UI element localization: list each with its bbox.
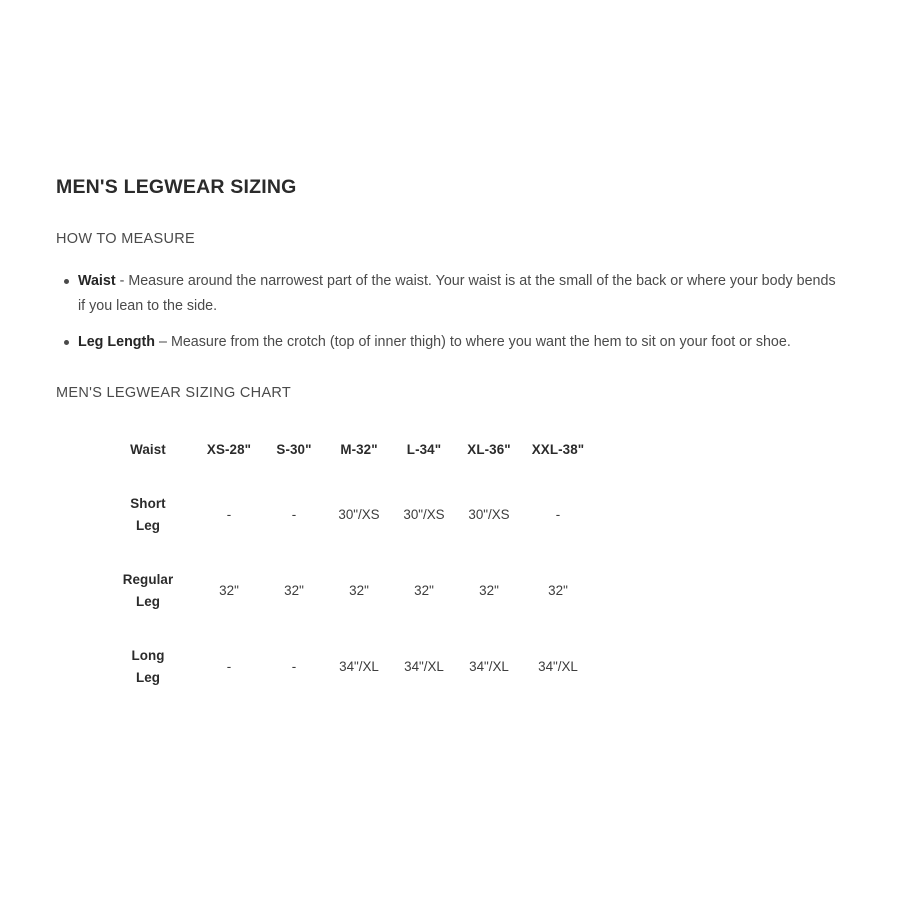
cell-short-m: 30"/XS xyxy=(338,507,380,522)
cell-regular-xxl: 32" xyxy=(548,583,568,598)
column-header-m: M-32" xyxy=(340,442,378,457)
sizing-chart-heading: MEN'S LEGWEAR SIZING CHART xyxy=(56,384,292,401)
row-header-regular-leg xyxy=(100,553,196,629)
cell-long-m: 34"/XL xyxy=(339,659,379,674)
cell-long-xs: - xyxy=(226,659,232,674)
row-header-long-leg xyxy=(100,629,196,705)
cell-regular-xl: 32" xyxy=(479,583,499,598)
table-row xyxy=(100,553,594,629)
measure-term: Waist xyxy=(78,273,116,289)
row-header-short-leg xyxy=(100,477,196,553)
sizing-chart-table xyxy=(100,423,594,705)
cell-long-xl: 34"/XL xyxy=(469,659,509,674)
cell-short-xs: - xyxy=(226,507,232,522)
how-to-measure-heading: HOW TO MEASURE xyxy=(56,231,196,247)
cell-short-l: 30"/XS xyxy=(403,507,445,522)
column-header-xxl: XXL-38" xyxy=(531,442,585,457)
measure-text: – Measure from the crotch (top of inner thigh) to where you want the hem to sit on your foot or shoe. xyxy=(155,334,791,350)
column-header-l: L-34" xyxy=(406,442,442,457)
table-body xyxy=(100,477,594,705)
list-item xyxy=(78,330,843,355)
column-header-xl: XL-36" xyxy=(467,442,511,457)
row-label-line2: Leg xyxy=(135,517,161,533)
measure-text: - Measure around the narrowest part of the waist. Your waist is at the small of the back or where your body bends if you lean to the side. xyxy=(78,273,836,314)
row-label-line1: Long xyxy=(131,647,165,663)
cell-regular-l: 32" xyxy=(414,583,434,598)
column-header-xs: XS-28" xyxy=(206,442,252,457)
cell-regular-m: 32" xyxy=(349,583,369,598)
list-item xyxy=(78,269,843,318)
cell-long-s: - xyxy=(291,659,297,674)
cell-regular-xs: 32" xyxy=(219,583,239,598)
table-row xyxy=(100,629,594,705)
cell-regular-s: 32" xyxy=(284,583,304,598)
cell-short-xxl: - xyxy=(555,507,561,522)
column-header-s: S-30" xyxy=(276,442,312,457)
row-label-line1: Short xyxy=(130,495,166,511)
table-row xyxy=(100,477,594,553)
column-header-waist: Waist xyxy=(130,442,166,457)
row-label-line2: Leg xyxy=(135,669,161,685)
cell-short-s: - xyxy=(291,507,297,522)
how-to-measure-list xyxy=(56,269,843,355)
measure-term: Leg Length xyxy=(78,334,156,350)
row-label-line1: Regular xyxy=(122,571,174,587)
row-label-line2: Leg xyxy=(135,593,161,609)
cell-short-xl: 30"/XS xyxy=(468,507,510,522)
page-title: MEN'S LEGWEAR SIZING xyxy=(56,176,297,198)
table-header-row xyxy=(100,423,594,477)
cell-long-l: 34"/XL xyxy=(404,659,444,674)
cell-long-xxl: 34"/XL xyxy=(538,659,578,674)
table-header xyxy=(100,423,594,477)
